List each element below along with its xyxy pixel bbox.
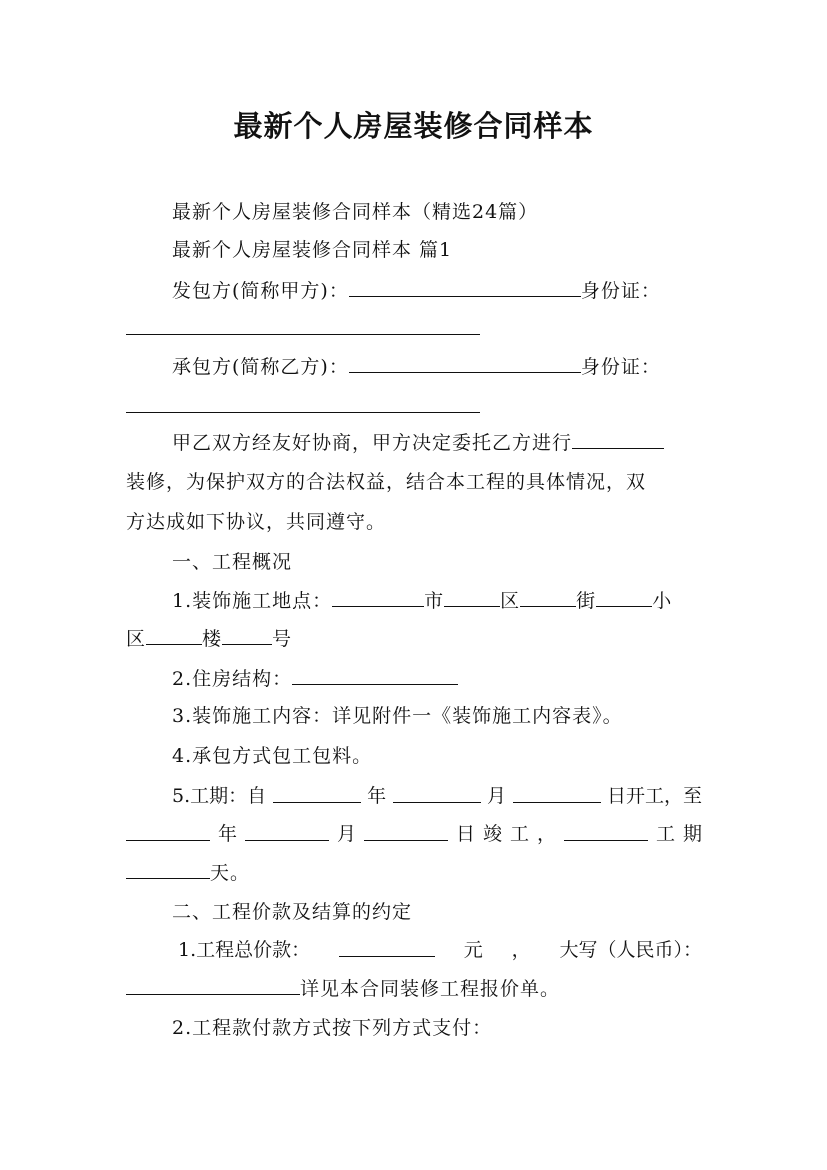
- city-word: 市: [424, 590, 445, 612]
- site-address-label: 1.装饰施工地点：: [172, 590, 333, 612]
- period-line-2: [126, 820, 702, 848]
- quotation-reference: 详见本合同装修工程报价单。: [300, 978, 561, 1000]
- preamble-line-2: 装修，为保护双方的合法权益，结合本工程的具体情况，双: [126, 471, 647, 493]
- preamble-line-1: [172, 428, 702, 457]
- street-blank: [520, 586, 576, 607]
- period-line-1: [172, 782, 702, 810]
- days-word: 天。: [210, 862, 251, 884]
- site-address-line: [172, 586, 702, 615]
- total-price-blank: [339, 936, 435, 957]
- contract-mode-line: 4.承包方式包工包料。: [172, 745, 373, 767]
- payment-method-line: 2.工程款付款方式按下列方式支付：: [172, 1017, 493, 1039]
- yuan-word: 元: [463, 939, 483, 961]
- section-1-heading: 一、工程概况: [172, 551, 293, 573]
- duration-days-blank: [126, 858, 210, 879]
- total-price-line-2: [126, 974, 702, 1003]
- site-address-line-2: [126, 624, 702, 653]
- community-blank: [596, 586, 652, 607]
- party-b-line: [172, 352, 702, 381]
- end-day-blank: [364, 820, 448, 841]
- end-day-word: 日: [455, 823, 475, 845]
- district-word: 区: [500, 590, 521, 612]
- end-month-word: 月: [336, 823, 356, 845]
- party-a-label: 发包方(简称甲方)：: [172, 280, 349, 302]
- end-month-blank: [245, 820, 329, 841]
- uppercase-amount-label: 大写（人民币）：: [559, 939, 702, 961]
- duration-word-1: 工: [655, 823, 675, 845]
- period-line-3: [126, 858, 702, 887]
- party-a-name-blank: [349, 276, 581, 297]
- structure-label: 2.住房结构：: [172, 668, 293, 690]
- start-day-word: 日开工，至: [606, 785, 702, 807]
- start-year-blank: [273, 782, 361, 803]
- street-word: 街: [576, 590, 597, 612]
- party-b-name-blank: [349, 352, 581, 373]
- party-a-line: [172, 276, 702, 305]
- start-month-word: 月: [487, 785, 507, 807]
- period-comma: ，: [536, 823, 556, 845]
- section-2-heading: 二、工程价款及结算的约定: [172, 901, 413, 923]
- start-month-blank: [393, 782, 481, 803]
- preamble-line-3: 方达成如下协议，共同遵守。: [126, 511, 387, 533]
- construction-content-line: 3.装饰施工内容：详见附件一《装饰施工内容表》。: [172, 705, 623, 727]
- duration-word-2: 期: [682, 823, 702, 845]
- structure-blank: [292, 664, 458, 685]
- party-b-id-label: 身份证：: [580, 356, 661, 378]
- party-a-id-label: 身份证：: [580, 280, 661, 302]
- piece-title: 最新个人房屋装修合同样本 篇1: [172, 239, 453, 261]
- end-year-blank: [126, 820, 210, 841]
- community-word-2: 区: [126, 628, 147, 650]
- party-b-label: 承包方(简称乙方)：: [172, 356, 349, 378]
- start-day-blank: [513, 782, 601, 803]
- party-b-id-blank: [126, 412, 480, 413]
- city-blank: [332, 586, 424, 607]
- structure-line: [172, 664, 702, 693]
- total-price-label: 1.工程总价款：: [178, 939, 311, 961]
- community-word-1: 小: [652, 590, 673, 612]
- price-comma: ，: [511, 939, 531, 961]
- district-blank: [444, 586, 500, 607]
- uppercase-amount-blank: [126, 974, 300, 995]
- party-a-id-blank: [126, 334, 480, 335]
- number-blank: [222, 624, 272, 645]
- document-title: 最新个人房屋装修合同样本: [233, 109, 594, 143]
- completion-word-2: 工: [509, 823, 529, 845]
- total-price-line: [178, 936, 702, 964]
- collection-subtitle: 最新个人房屋装修合同样本（精选24篇）: [172, 201, 539, 223]
- building-word: 楼: [202, 628, 223, 650]
- period-label: 5.工期：自: [172, 785, 267, 807]
- preamble-text-1: 甲乙双方经友好协商，甲方决定委托乙方进行: [172, 432, 573, 454]
- number-word: 号: [272, 628, 293, 650]
- end-year-word: 年: [217, 823, 237, 845]
- building-blank: [146, 624, 202, 645]
- decoration-item-blank: [572, 428, 664, 449]
- start-year-word: 年: [367, 785, 387, 807]
- duration-blank: [564, 820, 648, 841]
- completion-word-1: 竣: [482, 823, 502, 845]
